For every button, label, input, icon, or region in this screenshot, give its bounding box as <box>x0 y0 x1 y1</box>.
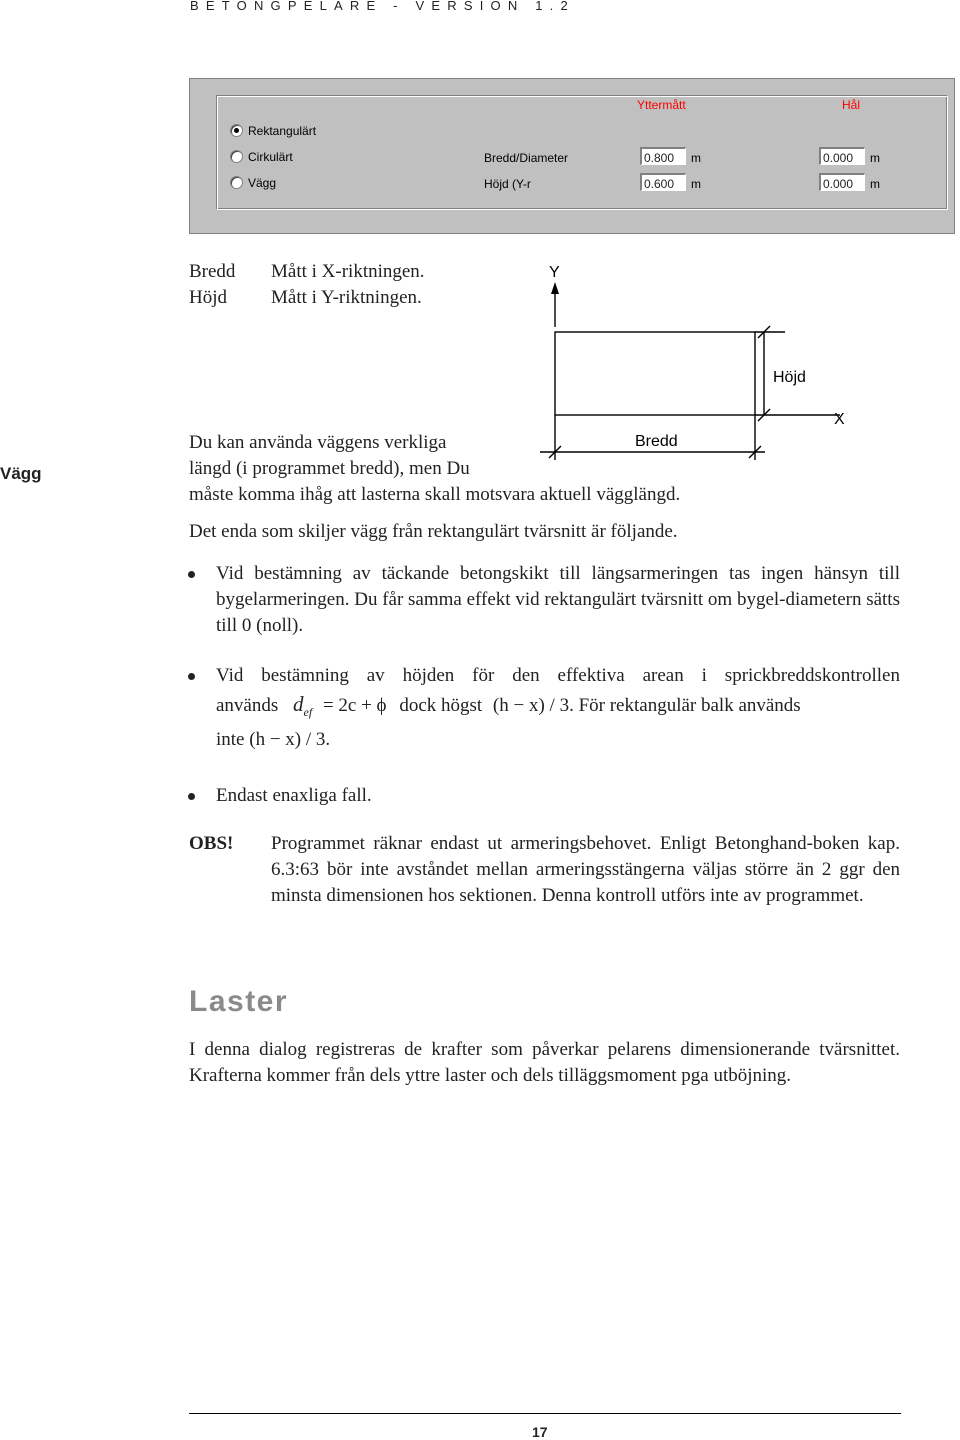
radio-rektangulart[interactable] <box>230 124 243 137</box>
bullet-text: Vid bestämning av höjden för den effektiva arean i sprickbreddskontrollen <box>216 665 900 686</box>
formula-middle: dock högst <box>399 695 483 716</box>
section-text: I denna dialog registreras de krafter som påverkar pelarens dimensionerande tvärsnittet. Krafterna kommer från dels yttre laster och dels tilläggsmoment pga utböjning. <box>189 1039 900 1086</box>
formula-prefix: används <box>216 695 279 716</box>
section-diagram <box>500 255 860 470</box>
hole-header: Hål <box>842 98 861 112</box>
formula-sub: ef <box>303 704 313 719</box>
bullet-text: Endast enaxliga fall. <box>216 785 372 806</box>
definition-term: Bredd <box>189 261 236 282</box>
unit-label: m <box>870 151 880 165</box>
intro-line: måste komma ihåg att lasterna skall motsvara aktuell vägglängd. <box>189 484 681 505</box>
unit-label: m <box>691 151 701 165</box>
formula-line <box>216 691 801 725</box>
radio-label-cirkulart: Cirkulärt <box>248 150 293 164</box>
radio-vagg[interactable] <box>230 176 243 189</box>
intro-line: Du kan använda väggens verkliga <box>189 432 447 453</box>
y-arrow-icon <box>551 282 559 294</box>
formula-suffix: . <box>325 729 331 750</box>
width-diameter-label: Bredd/Diameter <box>484 151 569 165</box>
radio-cirkulart[interactable] <box>230 150 243 163</box>
height-dim-label: Höjd <box>773 369 806 386</box>
formula-suffix: . För rektangulär balk används <box>569 695 801 716</box>
footer-rule <box>189 1413 901 1414</box>
running-header: BETONGPELARE - VERSION 1.2 <box>190 0 575 13</box>
formula-max: (h − x) / 3 <box>249 729 326 750</box>
section-rectangle <box>555 332 755 415</box>
bullet-text: Vid bestämning av täckande betongskikt till längsarmeringen tas ingen hänsyn till bygelarmeringen. Du får samma effekt vid rektangulärt tvärsnitt om bygel-diametern sätts till 0 (noll). <box>216 563 900 636</box>
width-dim-label: Bredd <box>635 433 678 450</box>
outer-height-input[interactable]: 0.600 <box>640 173 686 191</box>
cross-section-dialog <box>189 78 955 234</box>
section-title: Laster <box>189 985 289 1018</box>
definition-term: Höjd <box>189 287 227 308</box>
definition-desc: Mått i Y-riktningen. <box>271 287 422 308</box>
y-axis-label: Y <box>549 264 560 281</box>
obs-label: OBS! <box>189 833 234 854</box>
intro-line: längd (i programmet bredd), men Du <box>189 458 470 479</box>
unit-label: m <box>870 177 880 191</box>
hole-height-input[interactable]: 0.000 <box>819 173 865 191</box>
bullet-icon <box>188 793 195 800</box>
radio-label-vagg: Vägg <box>248 176 277 190</box>
hole-width-input[interactable]: 0.000 <box>819 147 865 165</box>
obs-text: Programmet räknar endast ut armeringsbehovet. Enligt Betonghand-boken kap. 6.3:63 bör inte avståndet mellan armeringsstängerna väljas större än 2 ggr den minsta dimensionen hos sektionen. Denna kontroll utförs inte av programmet. <box>271 833 900 906</box>
definition-desc: Mått i X-riktningen. <box>271 261 425 282</box>
formula-d: d <box>293 692 304 716</box>
side-heading: Vägg <box>0 464 42 483</box>
unit-label: m <box>691 177 701 191</box>
outer-dim-header: Yttermått <box>637 98 686 112</box>
formula-prefix: inte <box>216 729 245 750</box>
page-number: 17 <box>532 1424 548 1440</box>
radio-label-rektangulart: Rektangulärt <box>248 124 317 138</box>
difference-text: Det enda som skiljer vägg från rektangulärt tvärsnitt är följande. <box>189 521 678 542</box>
formula-rhs: = 2c + ϕ <box>322 695 387 716</box>
formula-line <box>216 727 330 753</box>
formula-max: (h − x) / 3 <box>492 695 570 716</box>
bullet-icon <box>188 673 195 680</box>
outer-width-input[interactable]: 0.800 <box>640 147 686 165</box>
bullet-icon <box>188 571 195 578</box>
x-axis-label: X <box>834 411 845 428</box>
height-label: Höjd (Y-r <box>484 177 531 191</box>
